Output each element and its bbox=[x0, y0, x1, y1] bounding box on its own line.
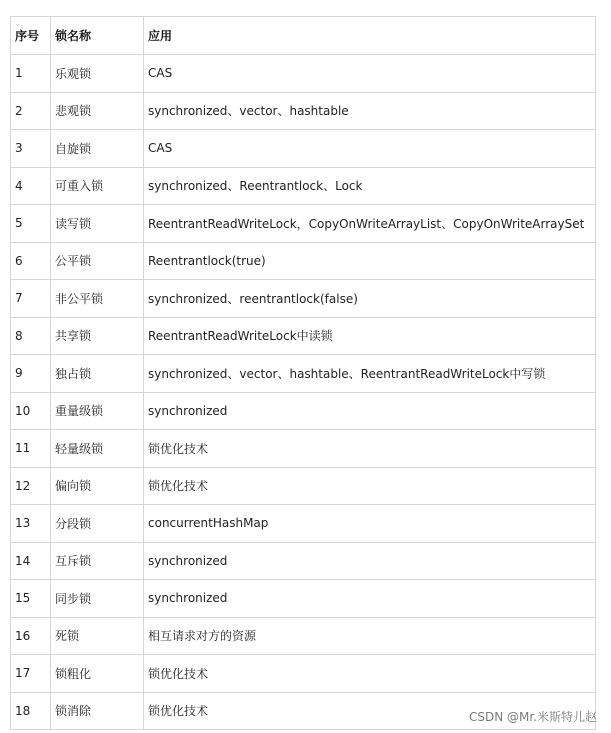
cell-lock-name: 公平锁 bbox=[51, 242, 144, 280]
cell-lock-name: 轻量级锁 bbox=[51, 430, 144, 468]
cell-no: 14 bbox=[11, 542, 51, 580]
table-row bbox=[11, 55, 596, 93]
table-row bbox=[11, 242, 596, 280]
cell-application: 锁优化技术 bbox=[144, 692, 596, 730]
header-application: 应用 bbox=[144, 17, 596, 55]
table-row bbox=[11, 280, 596, 318]
cell-lock-name: 非公平锁 bbox=[51, 280, 144, 318]
cell-lock-name: 分段锁 bbox=[51, 505, 144, 543]
cell-no: 9 bbox=[11, 355, 51, 393]
cell-application: 锁优化技术 bbox=[144, 655, 596, 693]
cell-no: 13 bbox=[11, 505, 51, 543]
cell-no: 11 bbox=[11, 430, 51, 468]
table-row bbox=[11, 205, 596, 243]
cell-lock-name: 重量级锁 bbox=[51, 392, 144, 430]
table-row bbox=[11, 317, 596, 355]
cell-lock-name: 死锁 bbox=[51, 617, 144, 655]
cell-application: ReentrantReadWriteLock，CopyOnWriteArrayList、CopyOnWriteArraySet bbox=[144, 205, 596, 243]
cell-application: synchronized、Reentrantlock、Lock bbox=[144, 167, 596, 205]
cell-application: CAS bbox=[144, 130, 596, 168]
cell-lock-name: 锁粗化 bbox=[51, 655, 144, 693]
table-row bbox=[11, 655, 596, 693]
cell-lock-name: 乐观锁 bbox=[51, 55, 144, 93]
cell-application: 锁优化技术 bbox=[144, 430, 596, 468]
cell-no: 12 bbox=[11, 467, 51, 505]
cell-no: 3 bbox=[11, 130, 51, 168]
cell-application: synchronized bbox=[144, 392, 596, 430]
cell-lock-name: 自旋锁 bbox=[51, 130, 144, 168]
cell-lock-name: 悲观锁 bbox=[51, 92, 144, 130]
table-row bbox=[11, 92, 596, 130]
cell-application: synchronized bbox=[144, 542, 596, 580]
cell-no: 1 bbox=[11, 55, 51, 93]
cell-application: synchronized、vector、hashtable、ReentrantReadWriteLock中写锁 bbox=[144, 355, 596, 393]
cell-lock-name: 独占锁 bbox=[51, 355, 144, 393]
lock-types-table bbox=[10, 16, 596, 730]
cell-no: 17 bbox=[11, 655, 51, 693]
cell-no: 16 bbox=[11, 617, 51, 655]
cell-application: CAS bbox=[144, 55, 596, 93]
cell-application: 相互请求对方的资源 bbox=[144, 617, 596, 655]
csdn-watermark: CSDN @Mr.米斯特儿赵 bbox=[468, 710, 597, 724]
cell-lock-name: 读写锁 bbox=[51, 205, 144, 243]
cell-no: 18 bbox=[11, 692, 51, 730]
cell-no: 5 bbox=[11, 205, 51, 243]
table-row bbox=[11, 617, 596, 655]
cell-lock-name: 同步锁 bbox=[51, 580, 144, 618]
cell-lock-name: 互斥锁 bbox=[51, 542, 144, 580]
table-row bbox=[11, 392, 596, 430]
cell-application: ReentrantReadWriteLock中读锁 bbox=[144, 317, 596, 355]
cell-lock-name: 锁消除 bbox=[51, 692, 144, 730]
cell-application: concurrentHashMap bbox=[144, 505, 596, 543]
table-row bbox=[11, 580, 596, 618]
cell-application: synchronized bbox=[144, 580, 596, 618]
table-row bbox=[11, 355, 596, 393]
cell-no: 6 bbox=[11, 242, 51, 280]
cell-no: 2 bbox=[11, 92, 51, 130]
cell-application: Reentrantlock(true) bbox=[144, 242, 596, 280]
table-row bbox=[11, 467, 596, 505]
table-row bbox=[11, 505, 596, 543]
cell-no: 7 bbox=[11, 280, 51, 318]
cell-application: 锁优化技术 bbox=[144, 467, 596, 505]
cell-lock-name: 偏向锁 bbox=[51, 467, 144, 505]
header-lock-name: 锁名称 bbox=[51, 17, 144, 55]
table-row bbox=[11, 130, 596, 168]
cell-application: synchronized、reentrantlock(false) bbox=[144, 280, 596, 318]
cell-application: synchronized、vector、hashtable bbox=[144, 92, 596, 130]
cell-lock-name: 可重入锁 bbox=[51, 167, 144, 205]
table-header-row bbox=[11, 17, 596, 55]
table-row bbox=[11, 430, 596, 468]
cell-no: 10 bbox=[11, 392, 51, 430]
cell-no: 4 bbox=[11, 167, 51, 205]
cell-no: 15 bbox=[11, 580, 51, 618]
cell-lock-name: 共享锁 bbox=[51, 317, 144, 355]
table-row bbox=[11, 542, 596, 580]
table-row bbox=[11, 167, 596, 205]
cell-no: 8 bbox=[11, 317, 51, 355]
header-no: 序号 bbox=[11, 17, 51, 55]
